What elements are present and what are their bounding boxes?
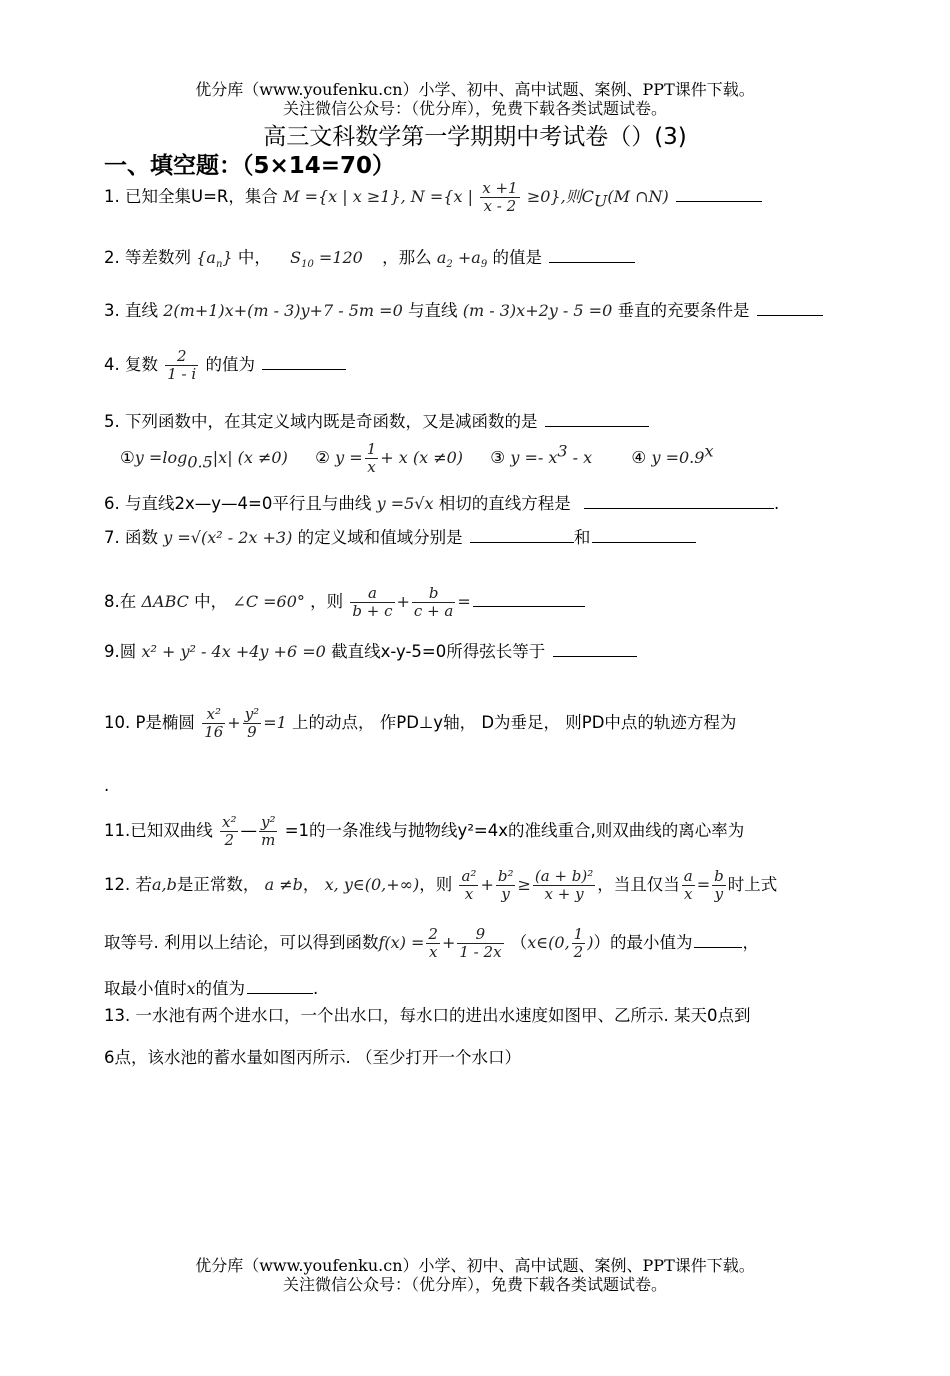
q4-text: 4. 复数 [104,355,158,374]
q3-answer-blank[interactable] [757,314,823,316]
q12b-end: ， [742,933,759,952]
question-3 [104,297,823,321]
q12-fraction-1: $\frac{\text{a²}}{x}$ [461,867,477,903]
question-12-line-2 [104,926,759,961]
question-13-line-1: 13. 一水池有两个进水口，一个出水口，每水口的进出水速度如图甲、乙所示. 某天0点到 [104,1006,751,1025]
q5-option-4: ④ $y =0.9^x$ [631,441,714,467]
q12-text: 12. 若 [104,875,152,894]
q12b-fraction-2: $\frac{9}{1 - 2x}$ [459,925,502,961]
q3-post: 垂直的充要条件是 [617,301,750,320]
q10-fraction-1: $\frac{\text{x²}}{16}$ [204,705,224,741]
q5-text: 5. 下列函数中，在其定义域内既是奇函数，又是减函数的是 [104,412,538,431]
q12-fraction-2: $\frac{\text{b²}}{y}$ [497,867,514,903]
q5-option-1: ①y $=\log_{0.5}|x|$ (x ≠0) [120,448,288,472]
q2-terms: $a_2 +a_9$ [436,248,488,271]
q12-t1: 是正常数， [176,875,260,894]
q6-end: . [774,494,780,513]
q9-text: 9.圆 [104,642,137,661]
q11-fraction-1: $\frac{\text{x²}}{2}$ [222,813,237,849]
question-6 [104,490,779,514]
q8-fraction-1: $\frac{a}{b + c}$ [352,584,393,620]
q12-t3: ，则 [419,875,453,894]
question-4 [104,348,346,383]
q10-plus: + [227,713,241,732]
exam-title: 高三文科数学第一学期期中考试卷（）(3) [263,124,687,150]
q11-text: 11.已知双曲线 [104,821,213,840]
q8-text: 8.在 [104,592,137,611]
q3-text: 3. 直线 [104,301,158,320]
q12b-paren: （ [510,933,528,952]
q6-answer-blank[interactable] [584,507,774,509]
q12-answer-blank-2[interactable] [247,992,313,994]
footer-line-2: 关注微信公众号：（优分库），免费下载各类试题试卷。 [282,1275,667,1294]
question-13-line-2: 6点，该水池的蓄水量如图丙所示. （至少打开一个水口） [104,1048,521,1067]
q8-triangle: ΔABC [141,592,189,611]
q7-text: 7. 函数 [104,528,158,547]
header-line-1: 优分库（www.youfenku.cn）小学、初中、高中试题、案例、PPT课件下载。 [195,80,755,99]
q2-text: 2. 等差数列 [104,248,191,267]
q12-eq: = [696,875,711,894]
q12-plus: + [480,875,494,894]
q5-answer-blank[interactable] [545,425,649,427]
q12-t2: ， [302,875,320,894]
q12-a-ne-b: a ≠b [264,875,303,894]
q11-post: =1的一条准线与抛物线y²=4x的准线重合,则双曲线的离心率为 [284,821,745,840]
q12b-fx: f(x) = [378,933,425,952]
q10-text: 10. P是椭圆 [104,713,195,732]
q4-answer-blank[interactable] [262,368,346,370]
q1-fraction [480,180,519,215]
q6-post: 相切的直线方程是 [438,494,571,513]
q12-fraction-3: $\frac{\text{(a + b)²}}{x + y}$ [534,867,594,903]
q8-answer-blank[interactable] [473,605,585,607]
q7-post: 的定义域和值域分别是 [297,528,463,547]
q3-line-2: (m - 3)x+2y - 5 =0 [462,301,613,320]
q12b-fraction-3: $\frac{1}{2}$ [573,925,584,961]
q5-option-3: ③ $y =- x^3 - x$ [490,441,593,467]
q12b-domain: x∈(0, [527,933,570,952]
question-9 [104,638,637,662]
q8-angle: ∠C =60° [232,592,305,611]
q12-t4: ，当且仅当 [597,875,680,894]
q2-sum: $S_{10} =120$ [290,248,363,271]
q7-and: 和 [573,528,591,547]
q1-math-3: (M ∩N) [607,187,669,206]
q1-answer-blank[interactable] [676,200,762,202]
q8-plus: + [396,592,410,611]
q10-post: 上的动点， 作PD⊥y轴， D为垂足， 则PD中点的轨迹方程为 [292,713,737,732]
q12c-end: . [313,979,319,998]
q2-mid-2: ，那么 [382,248,432,267]
q12-fraction-4: $\frac{a}{x}$ [683,867,693,903]
q6-text: 6. 与直线2x—y—4=0平行且与曲线 [104,494,372,513]
q3-line-1: 2(m+1)x+(m - 3)y+7 - 5m =0 [163,301,403,320]
q12c-text: 取最小值时 [104,979,187,998]
q12c-x: x [186,979,196,998]
question-8 [104,585,585,620]
q12c-post: 的值为 [195,979,246,998]
header-line-2: 关注微信公众号：（优分库），免费下载各类试题试卷。 [282,99,667,118]
q12b-close: ) [587,933,594,952]
question-11 [104,814,744,849]
q8-eq: = [457,592,471,611]
q10-fraction-2: $\frac{\text{y²}}{9}$ [244,705,260,741]
section-heading: 一、填空题：（5×14=70） [104,153,396,179]
question-5 [104,408,649,432]
q11-fraction-2: $\frac{\text{y²}}{m}$ [260,813,276,849]
q12-t5: 时上式 [727,875,778,894]
question-2 [104,244,635,270]
q9-circle: x² + y² - 4x +4y +6 =0 [141,642,326,661]
question-10 [104,706,736,741]
question-1 [104,180,762,215]
q1-sub: U [593,191,608,211]
q9-post: 截直线x-y-5=0所得弦长等于 [331,642,546,661]
q1-math-2: ≥0},则C [526,187,594,206]
q12-fraction-5: $\frac{b}{y}$ [714,867,724,903]
q4-den: 1 - i [167,365,197,383]
q5-options [120,441,713,476]
question-12-line-3 [104,975,318,999]
q8-fraction-2: $\frac{b}{c + a}$ [413,584,454,620]
q7-answer-blank-2[interactable] [592,541,696,543]
q6-curve: y =5√x [376,494,434,513]
q10-end-dot: . [104,776,110,795]
q10-eq: =1 [263,713,287,732]
q2-mid: 中， [237,248,271,267]
question-12 [104,868,777,903]
q2-answer-blank[interactable] [549,261,635,263]
q8-mid: 中， [194,592,228,611]
question-7 [104,524,696,548]
q2-seq: $\{a_n\}$ [196,248,233,271]
q7-answer-blank-1[interactable] [470,541,574,543]
q1-num: x +1 [482,179,518,197]
q1-math: M ={x | x ≥1}, N ={x | [283,187,473,206]
q4-post: 的值为 [205,355,255,374]
q8-mid-2: ，则 [310,592,344,611]
q3-mid: 与直线 [408,301,458,320]
footer-line-1: 优分库（www.youfenku.cn）小学、初中、高中试题、案例、PPT课件下载。 [195,1256,755,1275]
q5-option-2: ② y = $\frac{1}{x}$ + x (x ≠0) [315,440,464,476]
q4-num: 2 [165,348,198,366]
q7-function: y =√(x² - 2x +3) [163,528,293,547]
q12-xy-domain: x, y∈(0,+∞) [324,875,420,894]
q12-answer-blank-1[interactable] [694,946,742,948]
q1-text: 1. 已知全集U=R，集合 [104,187,278,206]
q9-answer-blank[interactable] [553,655,637,657]
q12-ab: a,b [152,875,177,894]
q12b-text: 取等号. 利用以上结论，可以得到函数 [104,933,379,952]
q12-ge: ≥ [517,875,531,894]
q11-minus: — [240,821,257,840]
q4-fraction [165,348,198,383]
q2-post: 的值是 [492,248,542,267]
q12b-post: ）的最小值为 [593,933,693,952]
q1-den: x - 2 [483,197,517,215]
q12b-plus: + [441,933,456,952]
q12b-fraction-1: $\frac{2}{x}$ [428,925,438,961]
